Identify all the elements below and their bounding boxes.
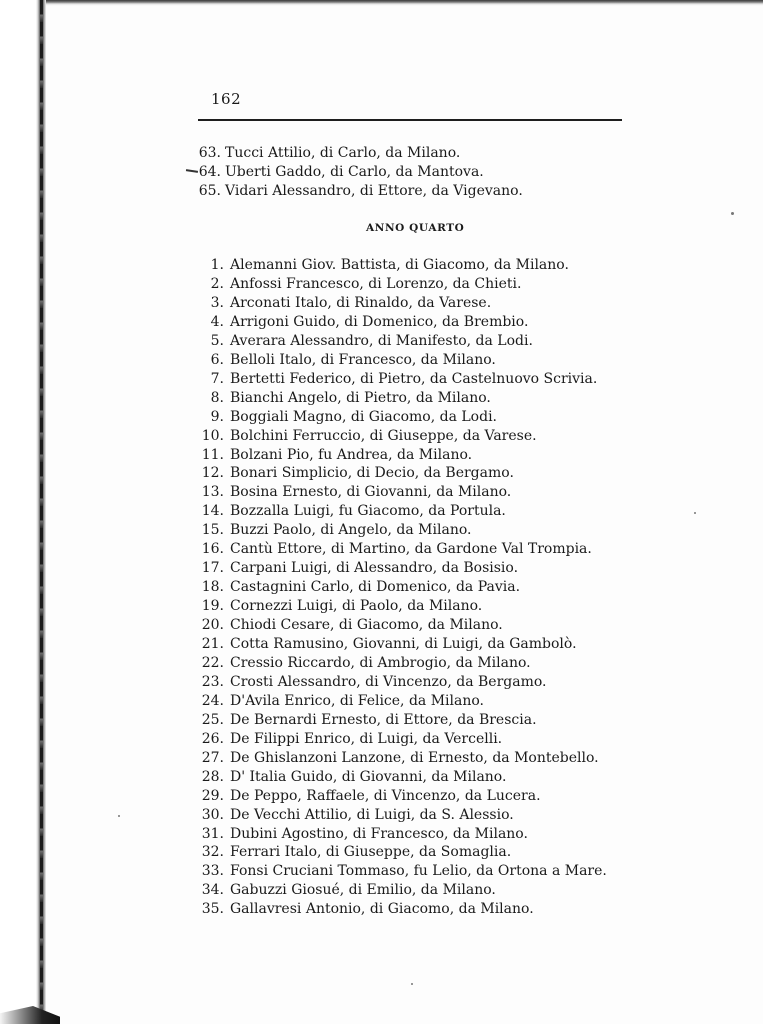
entry-number: 6. bbox=[210, 351, 224, 368]
entry-number: 9. bbox=[210, 408, 224, 425]
entry-text: De Bernardi Ernesto, di Ettore, da Brescia. bbox=[230, 711, 537, 728]
entry-text: Averara Alessandro, di Manifesto, da Lodi. bbox=[230, 332, 533, 349]
list-entry bbox=[0, 787, 763, 806]
list-entry bbox=[0, 559, 763, 578]
entry-number: 8. bbox=[210, 389, 224, 406]
entry-text: D'Avila Enrico, di Felice, da Milano. bbox=[230, 692, 485, 709]
entry-number: 27. bbox=[201, 749, 224, 766]
entry-number: 33. bbox=[201, 863, 224, 880]
entry-text: Bertetti Federico, di Pietro, da Castelnuovo Scrivia. bbox=[230, 370, 598, 387]
entry-number: 25. bbox=[201, 711, 224, 728]
entry-number: 64. bbox=[198, 164, 221, 180]
list-entry bbox=[0, 144, 763, 163]
list-entry bbox=[0, 635, 763, 654]
entry-number: 7. bbox=[210, 370, 224, 387]
list-entry bbox=[0, 692, 763, 711]
page-number: 162 bbox=[211, 90, 242, 108]
list-entry bbox=[0, 256, 763, 275]
entry-text: Cornezzi Luigi, di Paolo, da Milano. bbox=[230, 598, 483, 615]
list-entry bbox=[0, 464, 763, 483]
entry-number: 30. bbox=[201, 806, 224, 823]
entry-number: 15. bbox=[201, 522, 224, 539]
entry-text: Cotta Ramusino, Giovanni, di Luigi, da Gambolò. bbox=[230, 636, 577, 652]
scan-top-edge bbox=[0, 0, 763, 6]
entry-text: Alemanni Giov. Battista, di Giacomo, da Milano. bbox=[230, 257, 569, 273]
list-entry bbox=[0, 389, 763, 408]
entry-text: Carpani Luigi, di Alessandro, da Bosisio. bbox=[230, 560, 519, 577]
entry-number: 16. bbox=[201, 541, 224, 558]
entry-number: 5. bbox=[210, 332, 224, 349]
list-entry bbox=[0, 806, 763, 825]
list-entry bbox=[0, 294, 763, 313]
list-entry bbox=[0, 427, 763, 446]
list-entry bbox=[0, 862, 763, 881]
entry-text: Arconati Italo, di Rinaldo, da Varese. bbox=[230, 294, 492, 311]
entry-number: 63. bbox=[198, 145, 221, 161]
entry-number: 14. bbox=[201, 503, 224, 520]
list-entry bbox=[0, 182, 763, 201]
entry-text: De Filippi Enrico, di Luigi, da Vercelli. bbox=[230, 730, 503, 747]
entry-number: 4. bbox=[210, 313, 224, 330]
scan-speck bbox=[118, 815, 120, 817]
entry-text: Uberti Gaddo, di Carlo, da Mantova. bbox=[225, 164, 484, 180]
entry-text: Boggiali Magno, di Giacomo, da Lodi. bbox=[230, 408, 498, 425]
entry-text: Crosti Alessandro, di Vincenzo, da Bergamo. bbox=[230, 673, 547, 690]
entry-text: Gallavresi Antonio, di Giacomo, da Milano. bbox=[230, 901, 534, 918]
entry-number: 10. bbox=[201, 427, 224, 444]
entry-text: De Ghislanzoni Lanzone, di Ernesto, da Montebello. bbox=[230, 749, 599, 766]
entry-number: 21. bbox=[201, 636, 224, 652]
list-entry bbox=[0, 351, 763, 370]
scan-speck bbox=[411, 983, 413, 985]
list-entry bbox=[0, 597, 763, 616]
entry-text: Cantù Ettore, di Martino, da Gardone Val Trompia. bbox=[230, 541, 592, 558]
entry-text: Vidari Alessandro, di Ettore, da Vigevano. bbox=[225, 183, 523, 199]
entry-text: Anfossi Francesco, di Lorenzo, da Chieti. bbox=[230, 275, 522, 292]
entry-text: Bianchi Angelo, di Pietro, da Milano. bbox=[230, 389, 491, 406]
entry-number: 1. bbox=[210, 257, 224, 273]
entry-text: Bolzani Pio, fu Andrea, da Milano. bbox=[230, 446, 473, 463]
list-entry bbox=[0, 749, 763, 768]
entry-text: D' Italia Guido, di Giovanni, da Milano. bbox=[230, 768, 507, 785]
entry-number: 29. bbox=[201, 787, 224, 804]
list-entry bbox=[0, 825, 763, 844]
list-entry bbox=[0, 275, 763, 294]
list-entry bbox=[0, 370, 763, 389]
scan-speck bbox=[694, 512, 696, 514]
list-entry bbox=[0, 332, 763, 351]
entry-number: 26. bbox=[201, 730, 224, 747]
entry-text: Bonari Simplicio, di Decio, da Bergamo. bbox=[230, 465, 514, 482]
list-entry bbox=[0, 446, 763, 465]
entry-number: 18. bbox=[201, 579, 224, 596]
entry-text: De Peppo, Raffaele, di Vincenzo, da Lucera. bbox=[230, 787, 541, 804]
entry-text: Cressio Riccardo, di Ambrogio, da Milano. bbox=[230, 654, 531, 671]
entry-number: 28. bbox=[201, 768, 224, 785]
list-entry bbox=[0, 768, 763, 787]
entry-number: 24. bbox=[201, 692, 224, 709]
entry-text: Tucci Attilio, di Carlo, da Milano. bbox=[225, 145, 461, 161]
entry-number: 32. bbox=[201, 844, 224, 861]
entry-text: Chiodi Cesare, di Giacomo, da Milano. bbox=[230, 617, 503, 634]
entry-text: Arrigoni Guido, di Domenico, da Brembio. bbox=[230, 313, 529, 330]
entry-text: Buzzi Paolo, di Angelo, da Milano. bbox=[230, 522, 472, 539]
entry-text: Bolchini Ferruccio, di Giuseppe, da Varese. bbox=[230, 427, 537, 444]
list-entry bbox=[0, 654, 763, 673]
entry-number: 17. bbox=[201, 560, 224, 577]
list-entry bbox=[0, 711, 763, 730]
list-entry bbox=[0, 616, 763, 635]
list-entry bbox=[0, 900, 763, 919]
list-entry bbox=[0, 313, 763, 332]
entry-number: 22. bbox=[201, 654, 224, 671]
entry-number: 35. bbox=[201, 901, 224, 918]
list-entry bbox=[0, 540, 763, 559]
list-entry bbox=[0, 163, 763, 182]
list-entry bbox=[0, 730, 763, 749]
entry-text: De Vecchi Attilio, di Luigi, da S. Alessio. bbox=[230, 806, 514, 823]
entry-text: Gabuzzi Giosué, di Emilio, da Milano. bbox=[230, 882, 496, 899]
entry-number: 19. bbox=[201, 598, 224, 615]
list-entry bbox=[0, 881, 763, 900]
entry-number: 3. bbox=[210, 294, 224, 311]
scan-speck bbox=[731, 212, 734, 215]
list-entry bbox=[0, 673, 763, 692]
entry-text: Ferrari Italo, di Giuseppe, da Somaglia. bbox=[230, 844, 512, 861]
section-title: ANNO QUARTO bbox=[366, 222, 465, 234]
entry-number: 31. bbox=[201, 825, 224, 842]
list-entry bbox=[0, 483, 763, 502]
header-rule bbox=[198, 119, 622, 121]
entry-number: 34. bbox=[201, 882, 224, 899]
list-entry bbox=[0, 578, 763, 597]
entry-text: Bozzalla Luigi, fu Giacomo, da Portula. bbox=[230, 503, 506, 520]
list-entry bbox=[0, 408, 763, 427]
entry-number: 12. bbox=[201, 465, 224, 482]
entry-number: 65. bbox=[198, 183, 221, 199]
list-entry bbox=[0, 843, 763, 862]
entry-text: Castagnini Carlo, di Domenico, da Pavia. bbox=[230, 579, 521, 596]
entry-text: Fonsi Cruciani Tommaso, fu Lelio, da Ortona a Mare. bbox=[230, 863, 607, 880]
entry-number: 20. bbox=[201, 617, 224, 634]
entry-text: Dubini Agostino, di Francesco, da Milano. bbox=[230, 825, 528, 842]
entry-number: 2. bbox=[210, 275, 224, 292]
entry-number: 23. bbox=[201, 673, 224, 690]
entry-number: 11. bbox=[201, 446, 224, 463]
entry-text: Belloli Italo, di Francesco, da Milano. bbox=[230, 351, 496, 368]
list-entry bbox=[0, 521, 763, 540]
entry-text: Bosina Ernesto, di Giovanni, da Milano. bbox=[230, 484, 512, 501]
list-entry bbox=[0, 502, 763, 521]
entry-number: 13. bbox=[201, 484, 224, 501]
